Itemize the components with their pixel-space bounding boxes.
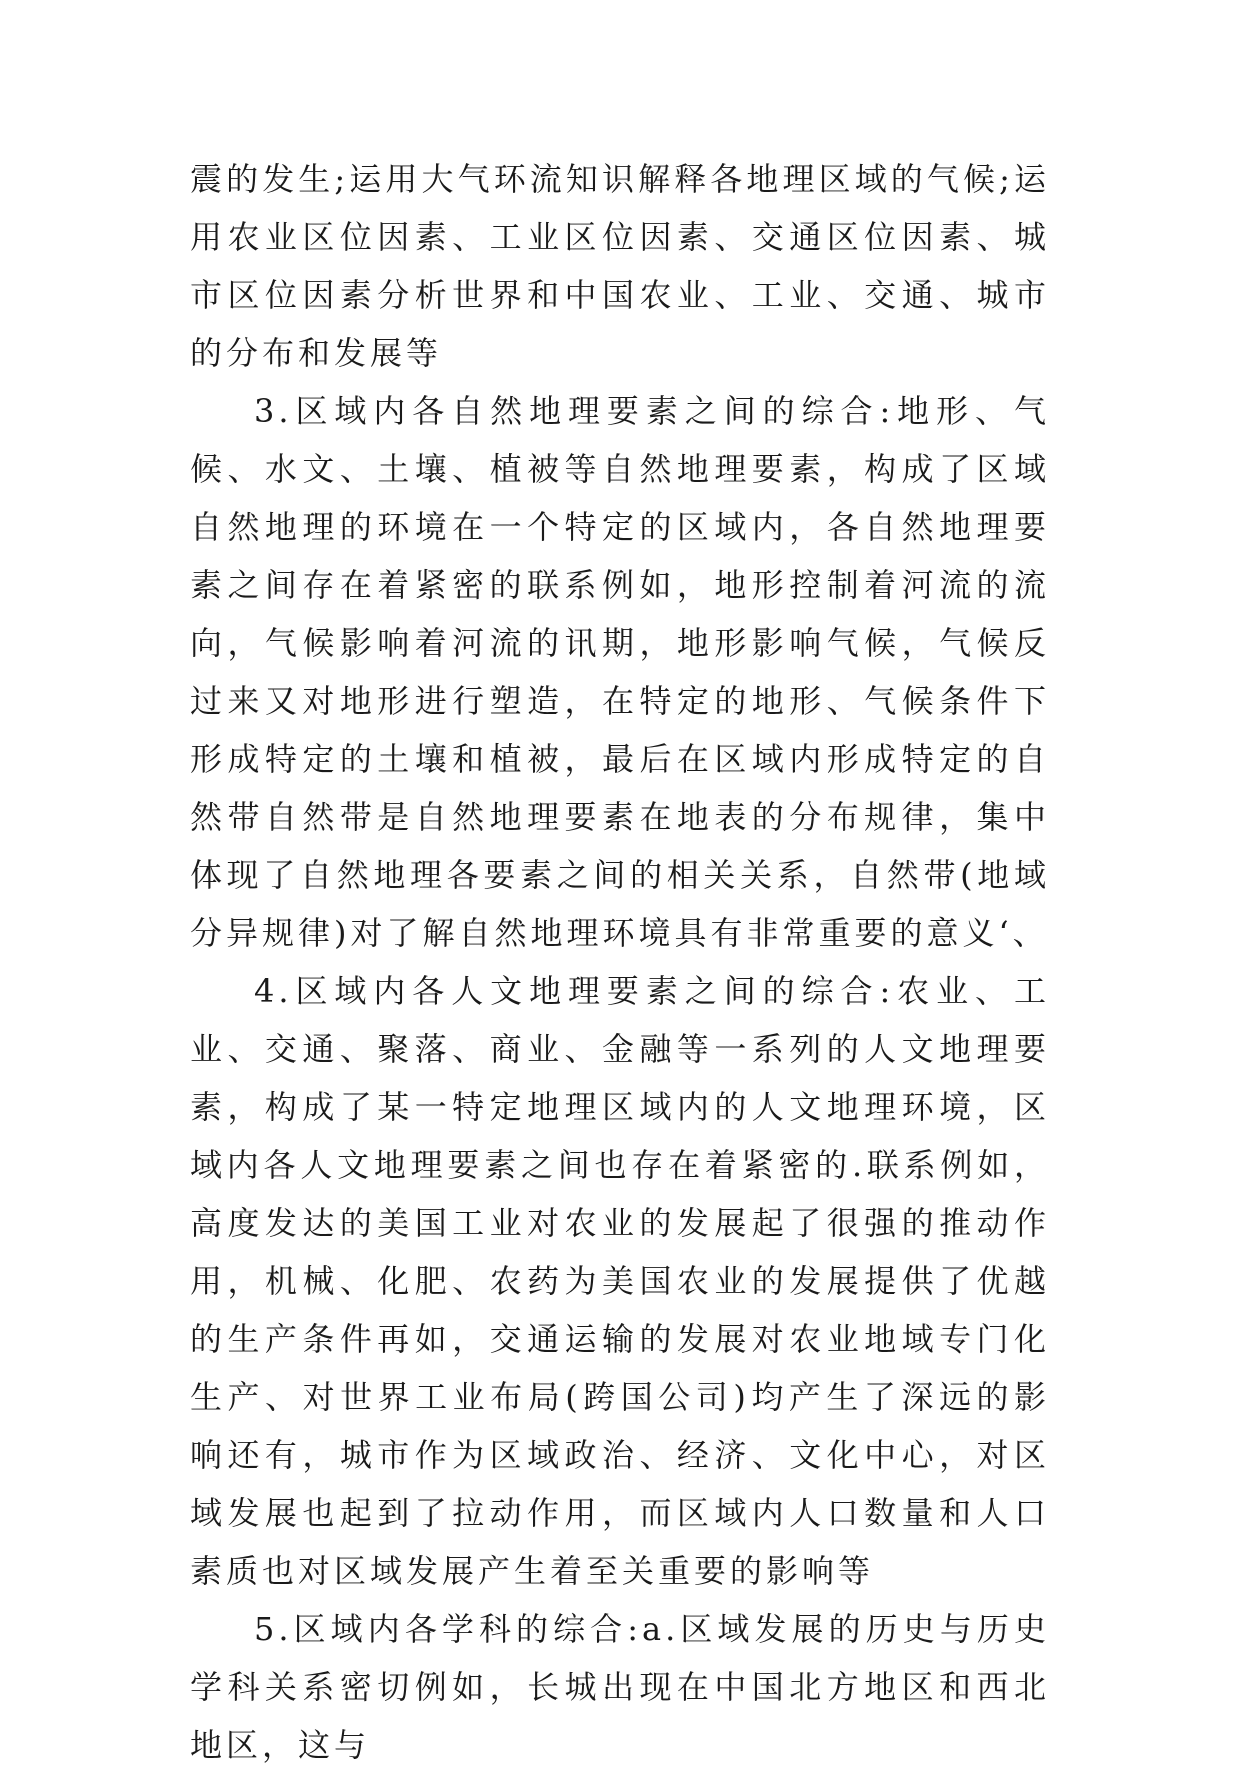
paragraph-4-human-elements: 4.区域内各人文地理要素之间的综合:农业、工业、交通、聚落、商业、金融等一系列的人文地理要素，构成了某一特定地理区域内的人文地理环境，区域内各人文地理要素之间也存在着紧密的.联系例如，高度发达的美国工业对农业的发展起了很强的推动作用，机械、化肥、农药为美国农业的发展提供了优越的生产条件再如，交通运输的发展对农业地域专门化生产、对世界工业布局(跨国公司)均产生了深远的影响还有，城市作为区域政治、经济、文化中心，对区域发展也起到了拉动作用，而区域内人口数量和人口素质也对区域发展产生着至关重要的影响等 — [190, 972, 1050, 1590]
paragraph-5-disciplines: 5.区域内各学科的综合:a.区域发展的历史与历史学科关系密切例如，长城出现在中国北方地区和西北地区，这与 — [190, 1610, 1050, 1764]
paragraph-3-natural-elements: 3.区域内各自然地理要素之间的综合:地形、气候、水文、土壤、植被等自然地理要素，构成了区域自然地理的环境在一个特定的区域内，各自然地理要素之间存在着紧密的联系例如，地形控制着河流的流向，气候影响着河流的讯期，地形影响气候，气候反过来又对地形进行塑造，在特定的地形、气候条件下形成特定的土壤和植被，最后在区域内形成特定的自然带自然带是自然地理要素在地表的分布规律，集中体现了自然地理各要素之间的相关关系，自然带(地域分异规律)对了解自然地理环境具有非常重要的意义‘、 — [190, 392, 1050, 952]
document-body — [190, 150, 1050, 1774]
paragraph-continuation: 震的发生;运用大气环流知识解释各地理区域的气候;运用农业区位因素、工业区位因素、交通区位因素、城市区位因素分析世界和中国农业、工业、交通、城市的分布和发展等 — [190, 160, 1050, 372]
